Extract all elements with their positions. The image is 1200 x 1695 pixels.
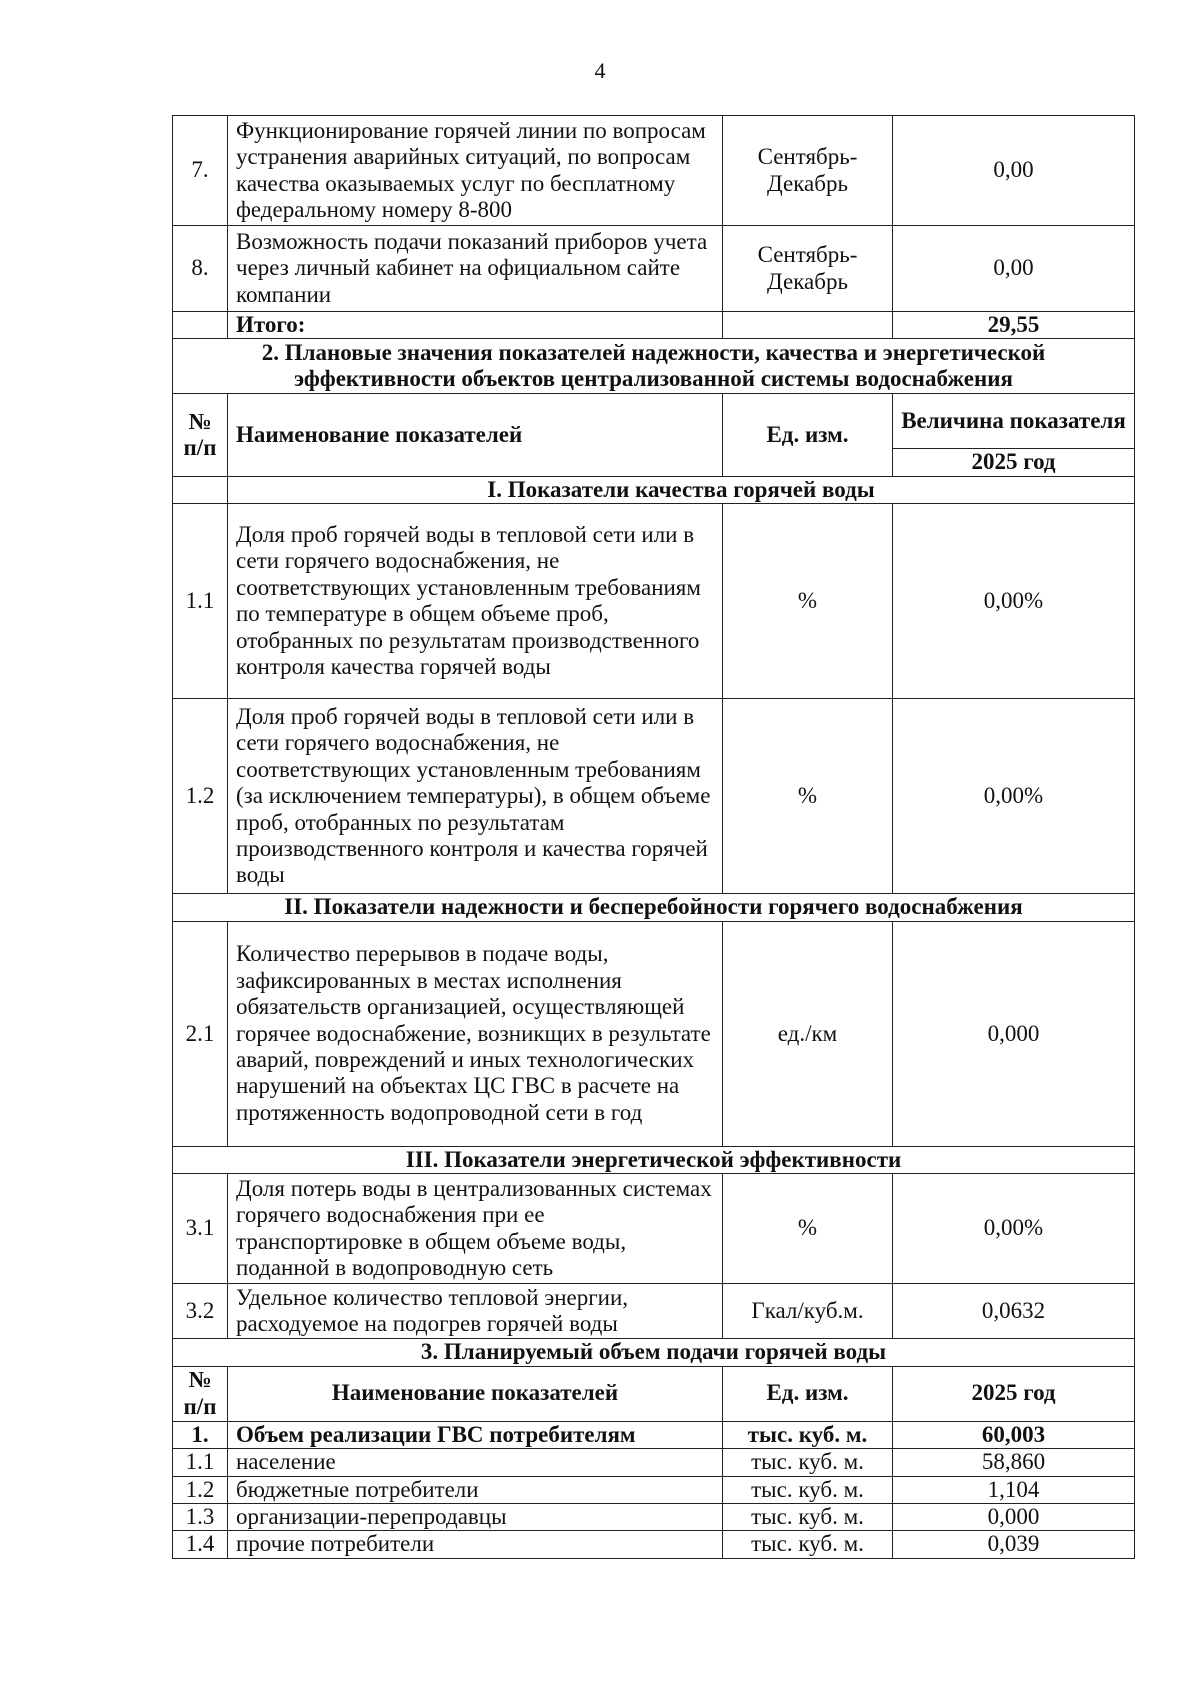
section-title: I. Показатели качества горячей воды <box>228 476 1135 503</box>
table-row <box>173 921 1135 1146</box>
row-period: Сентябрь-Декабрь <box>723 226 893 312</box>
row-value: 1,104 <box>893 1476 1135 1503</box>
section-title-row <box>173 339 1135 394</box>
row-name: Доля потерь воды в централизованных системах горячего водоснабжения при ее транспортировке в общем объеме воды, поданной в водопроводную сеть <box>228 1174 723 1284</box>
row-value: 0,00 <box>893 226 1135 312</box>
row-name: Доля проб горячей воды в тепловой сети или в сети горячего водоснабжения, не соответствующих установленным требованиям (за исключением температуры), в общем объеме проб, отобранных по результатам производственного контроля и качества горячей воды <box>228 699 723 894</box>
row-unit: тыс. куб. м. <box>723 1476 893 1503</box>
empty-cell <box>173 312 228 339</box>
section-title: III. Показатели энергетической эффективности <box>173 1146 1135 1173</box>
table-row <box>173 1531 1135 1558</box>
row-value: 0,039 <box>893 1531 1135 1558</box>
row-period: Сентябрь-Декабрь <box>723 116 893 226</box>
part3-title: 3. Планируемый объем подачи горячей воды <box>173 1339 1135 1366</box>
empty-cell <box>723 312 893 339</box>
part2-title: 2. Плановые значения показателей надежности, качества и энергетической эффективности объектов централизованной системы водоснабжения <box>173 339 1135 394</box>
row-value: 58,860 <box>893 1449 1135 1476</box>
header-year: 2025 год <box>893 1366 1135 1421</box>
row-name: Объем реализации ГВС потребителям <box>228 1421 723 1448</box>
row-number: 2.1 <box>173 921 228 1146</box>
row-number: 1.3 <box>173 1503 228 1530</box>
row-name: Возможность подачи показаний приборов учета через личный кабинет на официальном сайте компании <box>228 226 723 312</box>
row-unit: % <box>723 699 893 894</box>
table-row <box>173 699 1135 894</box>
table-row <box>173 1284 1135 1339</box>
table-row <box>173 1476 1135 1503</box>
header-year: 2025 год <box>893 449 1135 476</box>
row-name: прочие потребители <box>228 1531 723 1558</box>
total-row <box>173 312 1135 339</box>
row-number: 1.1 <box>173 1449 228 1476</box>
row-number: 1.2 <box>173 699 228 894</box>
row-value: 0,00 <box>893 116 1135 226</box>
row-number: 1.2 <box>173 1476 228 1503</box>
section-title: II. Показатели надежности и бесперебойности горячего водоснабжения <box>173 894 1135 921</box>
row-name: организации-перепродавцы <box>228 1503 723 1530</box>
header-row <box>173 1366 1135 1421</box>
section-row <box>173 894 1135 921</box>
row-value: 0,000 <box>893 1503 1135 1530</box>
row-name: Удельное количество тепловой энергии, расходуемое на подогрев горячей воды <box>228 1284 723 1339</box>
header-unit: Ед. изм. <box>723 1366 893 1421</box>
section-row <box>173 476 1135 503</box>
section-title-row <box>173 1339 1135 1366</box>
row-number: 1.4 <box>173 1531 228 1558</box>
row-number: 1. <box>173 1421 228 1448</box>
row-name: Доля проб горячей воды в тепловой сети или в сети горячего водоснабжения, не соответствующих установленным требованиям по температуре в общем объеме проб, отобранных по результатам производственного контроля качества горячей воды <box>228 504 723 699</box>
row-value: 0,00% <box>893 504 1135 699</box>
table-row <box>173 1449 1135 1476</box>
row-name: Количество перерывов в подаче воды, зафиксированных в местах исполнения обязательств организацией, осуществляющей горячее водоснабжение, возникщих в результате аварий, повреждений и иных технологических нарушений на объектах ЦС ГВС в расчете на протяженность водопроводной сети в год <box>228 921 723 1146</box>
total-row <box>173 1421 1135 1448</box>
row-number: 7. <box>173 116 228 226</box>
total-label: Итого: <box>228 312 723 339</box>
row-number: 1.1 <box>173 504 228 699</box>
header-unit: Ед. изм. <box>723 394 893 476</box>
row-name: население <box>228 1449 723 1476</box>
row-unit: тыс. куб. м. <box>723 1503 893 1530</box>
row-unit: тыс. куб. м. <box>723 1421 893 1448</box>
row-number: 3.1 <box>173 1174 228 1284</box>
header-value: Величина показателя <box>893 394 1135 449</box>
row-value: 0,00% <box>893 699 1135 894</box>
row-name: бюджетные потребители <box>228 1476 723 1503</box>
header-num: № п/п <box>173 394 228 476</box>
table-row <box>173 116 1135 226</box>
row-unit: ед./км <box>723 921 893 1146</box>
indicators-table <box>172 115 1135 1559</box>
row-name: Функционирование горячей линии по вопросам устранения аварийных ситуаций, по вопросам качества оказываемых услуг по бесплатному федеральному номеру 8-800 <box>228 116 723 226</box>
row-value: 60,003 <box>893 1421 1135 1448</box>
row-unit: Гкал/куб.м. <box>723 1284 893 1339</box>
row-unit: % <box>723 1174 893 1284</box>
row-value: 0,00% <box>893 1174 1135 1284</box>
row-value: 0,000 <box>893 921 1135 1146</box>
section-row <box>173 1146 1135 1173</box>
row-unit: тыс. куб. м. <box>723 1531 893 1558</box>
total-value: 29,55 <box>893 312 1135 339</box>
row-number: 3.2 <box>173 1284 228 1339</box>
table-row <box>173 504 1135 699</box>
table-row <box>173 1503 1135 1530</box>
table-row <box>173 226 1135 312</box>
row-unit: тыс. куб. м. <box>723 1449 893 1476</box>
header-row <box>173 394 1135 449</box>
row-number: 8. <box>173 226 228 312</box>
header-name: Наименование показателей <box>228 394 723 476</box>
header-name: Наименование показателей <box>228 1366 723 1421</box>
row-value: 0,0632 <box>893 1284 1135 1339</box>
table-row <box>173 1174 1135 1284</box>
empty-cell <box>173 476 228 503</box>
page-number: 4 <box>594 58 606 83</box>
header-num: № п/п <box>173 1366 228 1421</box>
row-unit: % <box>723 504 893 699</box>
